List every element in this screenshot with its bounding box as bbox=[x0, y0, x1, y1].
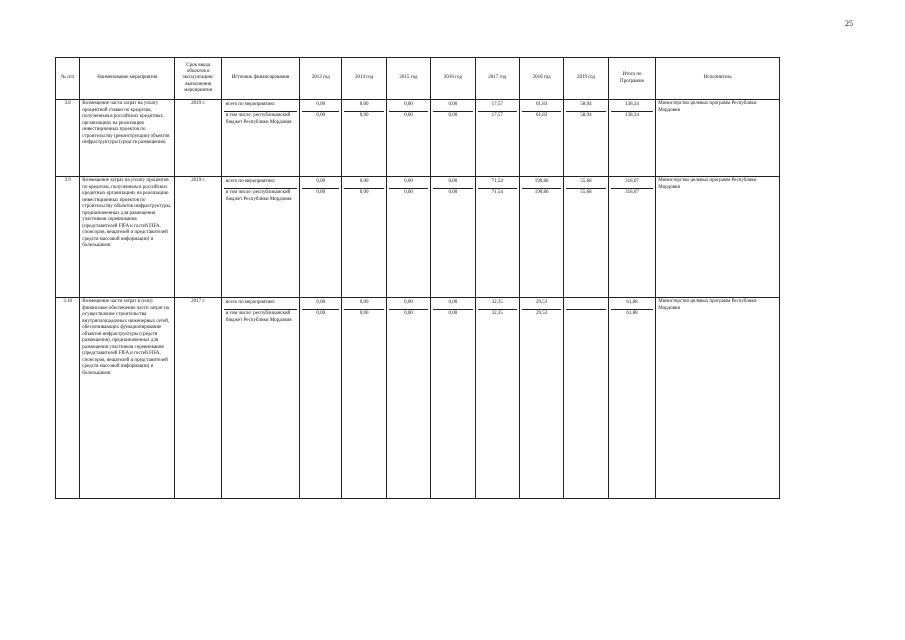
value-total: 17,57 bbox=[478, 101, 517, 112]
year-value-cell bbox=[300, 177, 342, 298]
table-row bbox=[56, 298, 780, 499]
value-total: 71,54 bbox=[478, 178, 517, 189]
year-value-cell bbox=[519, 177, 563, 298]
value-budget: 17,57 bbox=[491, 113, 503, 118]
value-total: 29,53 bbox=[522, 299, 561, 310]
executor: Министерство целевых программ Республики Мордовия bbox=[656, 177, 780, 298]
value-total: 32,35 bbox=[478, 299, 517, 310]
program-measures-table bbox=[55, 57, 780, 499]
table-body bbox=[56, 100, 780, 499]
funding-source-total: всего по мероприятию: bbox=[224, 101, 297, 112]
year-value-cell bbox=[431, 177, 475, 298]
year-value-cell bbox=[564, 298, 608, 499]
value-budget: 29,53 bbox=[536, 311, 548, 316]
value-total: 0,00 bbox=[302, 299, 339, 310]
header-num: № п/п bbox=[56, 58, 80, 100]
value-total: 0,00 bbox=[344, 299, 383, 310]
value-total: 0,00 bbox=[433, 299, 472, 310]
value-budget: 32,35 bbox=[491, 311, 503, 316]
year-value-cell bbox=[431, 100, 475, 177]
page-number: 25 bbox=[845, 19, 853, 28]
value-total: 138,34 bbox=[611, 101, 654, 112]
executor: Министерство целевых программ Республики Мордовия bbox=[656, 100, 780, 177]
funding-source-detail: в том числе: республиканский бюджет Республики Мордовия bbox=[225, 311, 292, 323]
year-value-cell bbox=[519, 100, 563, 177]
value-budget: 55,68 bbox=[580, 190, 592, 195]
year-value-cell bbox=[386, 298, 430, 499]
funding-source bbox=[221, 100, 299, 177]
value-total: 318,07 bbox=[611, 178, 654, 189]
value-budget: 318,07 bbox=[625, 190, 639, 195]
value-budget: 0,00 bbox=[448, 113, 458, 118]
row-number: 3.10 bbox=[56, 298, 80, 499]
measure-name: Возмещение части затрат на уплату процентной ставки по кредитам, полученным в российских кредитных организациях на реализацию инвестиционных проектов по строительству (реконструкции) объектов инфраструктуры (средств размещения) bbox=[80, 100, 175, 177]
year-value-cell bbox=[342, 177, 386, 298]
header-2016: 2016 год bbox=[431, 58, 475, 100]
year-value-cell bbox=[386, 100, 430, 177]
header-row bbox=[56, 58, 780, 100]
value-total bbox=[566, 299, 605, 310]
value-budget: 138,34 bbox=[625, 113, 639, 118]
measure-name: Возмещение затрат на уплату процентов по кредитам, полученным в российских кредитных организациях на реализацию инвестиционных проектов по строительству объектов инфраструктуры, предназначенных для размещения участников соревнования (представителей FIFA и гостей FIFA, спонсоров, вещателей и представителей средств массовой информации) и болельщиков bbox=[80, 177, 175, 298]
header-executor: Исполнитель bbox=[656, 58, 780, 100]
value-total: 61,83 bbox=[522, 101, 561, 112]
year-value-cell bbox=[300, 100, 342, 177]
measure-name: Возмещение части затрат в (или) финансовое обеспечение части затрат на осуществление строительства внутриплощадочных инженерных сетей, обеспечивающих функционирование объектов инфраструктуры (средств размещения), предназначенных для размещения участников соревнования (представителей FIFA и гостей FIFA, спонсоров, вещателей и представителей средств массовой информации) и болельщиков bbox=[80, 298, 175, 499]
total-value-cell bbox=[608, 100, 656, 177]
value-total: 0,00 bbox=[433, 101, 472, 112]
row-number: 3.8 bbox=[56, 100, 80, 177]
header-source: Источник финансирования bbox=[221, 58, 299, 100]
value-budget: 190,86 bbox=[534, 190, 549, 195]
value-total: 190,86 bbox=[522, 178, 561, 189]
year-value-cell bbox=[386, 177, 430, 298]
header-total: Итого по Программе bbox=[608, 58, 656, 100]
year-value-cell bbox=[475, 177, 519, 298]
value-budget: 0,00 bbox=[316, 311, 326, 316]
funding-source-total: всего по мероприятию: bbox=[224, 299, 297, 310]
total-value-cell bbox=[608, 298, 656, 499]
header-2018: 2018 год bbox=[519, 58, 563, 100]
value-total: 0,00 bbox=[302, 178, 339, 189]
value-total: 55,68 bbox=[566, 178, 605, 189]
value-budget: 61,88 bbox=[626, 311, 638, 316]
year-value-cell bbox=[300, 298, 342, 499]
value-budget: 0,00 bbox=[404, 113, 413, 118]
total-value-cell bbox=[608, 177, 656, 298]
value-total: 0,00 bbox=[302, 101, 339, 112]
completion-term: 2019 г. bbox=[175, 100, 222, 177]
value-budget: 0,00 bbox=[316, 113, 326, 118]
header-term: Срок ввода объектов в эксплуатацию/ выполнения мероприятия bbox=[175, 58, 222, 100]
executor: Министерство целевых программ Республики Мордовия bbox=[656, 298, 780, 499]
completion-term: 2019 г. bbox=[175, 177, 222, 298]
value-total: 0,00 bbox=[389, 178, 428, 189]
year-value-cell bbox=[564, 177, 608, 298]
value-budget bbox=[566, 310, 605, 497]
value-total: 0,00 bbox=[344, 178, 383, 189]
row-number: 3.9 bbox=[56, 177, 80, 298]
funding-source-detail: в том числе: республиканский бюджет Республики Мордовия bbox=[225, 190, 292, 202]
funding-source bbox=[221, 298, 299, 499]
header-name: Наименование мероприятия bbox=[80, 58, 175, 100]
funding-source-total: всего по мероприятию: bbox=[224, 178, 297, 189]
value-budget: 0,00 bbox=[404, 190, 413, 195]
value-total: 0,00 bbox=[433, 178, 472, 189]
header-2014: 2014 год bbox=[342, 58, 386, 100]
value-budget: 0,00 bbox=[404, 311, 413, 316]
value-budget: 58,94 bbox=[580, 113, 592, 118]
table-row bbox=[56, 100, 780, 177]
value-budget: 0,00 bbox=[448, 190, 458, 195]
header-2017: 2017 год bbox=[475, 58, 519, 100]
header-2019: 2019 год bbox=[564, 58, 608, 100]
value-total: 58,94 bbox=[566, 101, 605, 112]
value-budget: 0,00 bbox=[316, 190, 326, 195]
funding-source-detail: в том числе: республиканский бюджет Республики Мордовия bbox=[225, 113, 292, 125]
header-2015: 2015 год bbox=[386, 58, 430, 100]
value-budget: 71,54 bbox=[491, 190, 503, 195]
header-2013: 2013 год bbox=[300, 58, 342, 100]
value-total: 61,88 bbox=[611, 299, 654, 310]
value-budget: 0,00 bbox=[359, 311, 369, 316]
year-value-cell bbox=[342, 100, 386, 177]
table-row bbox=[56, 177, 780, 298]
value-budget: 0,00 bbox=[448, 311, 458, 316]
value-total: 0,00 bbox=[389, 101, 428, 112]
value-total: 0,00 bbox=[389, 299, 428, 310]
funding-source bbox=[221, 177, 299, 298]
year-value-cell bbox=[564, 100, 608, 177]
value-budget: 0,00 bbox=[359, 190, 369, 195]
year-value-cell bbox=[431, 298, 475, 499]
year-value-cell bbox=[342, 298, 386, 499]
value-budget: 0,00 bbox=[359, 113, 369, 118]
year-value-cell bbox=[475, 298, 519, 499]
completion-term: 2017 г. bbox=[175, 298, 222, 499]
year-value-cell bbox=[519, 298, 563, 499]
value-total: 0,00 bbox=[344, 101, 383, 112]
year-value-cell bbox=[475, 100, 519, 177]
value-budget: 61,83 bbox=[536, 113, 548, 118]
